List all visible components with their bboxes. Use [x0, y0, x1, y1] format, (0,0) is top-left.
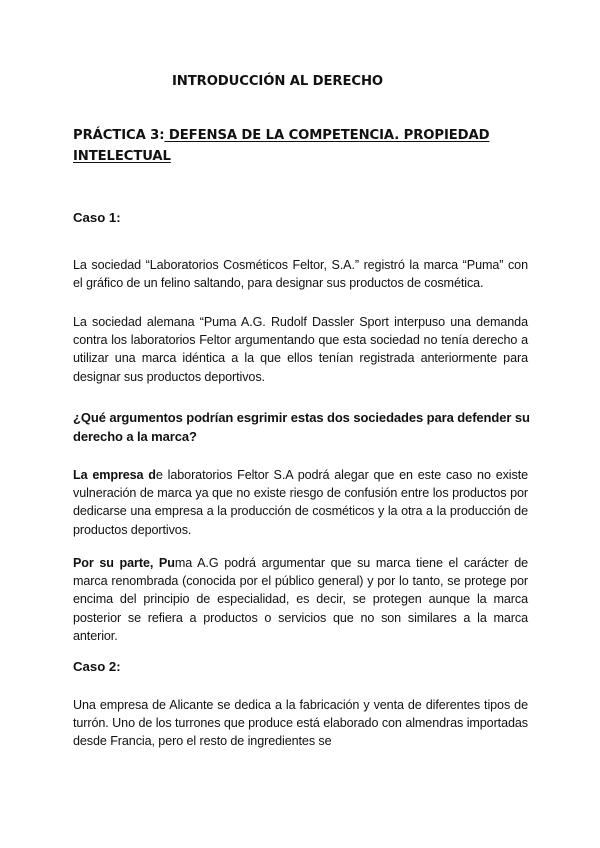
practice-topic-line2: INTELECTUAL — [73, 149, 171, 164]
case1-answer1 — [73, 466, 528, 539]
case1-paragraph2: La sociedad alemana “Puma A.G. Rudolf Dassler Sport interpuso una demanda contra los laboratorios Feltor argumentando que esta sociedad no tenía derecho a utilizar una marca idéntica a la que ellos tenían registrada anteriormente para designar sus productos deportivos. — [73, 315, 528, 384]
case1-answer2-bold: Por su parte, Pu — [73, 556, 175, 570]
case1-paragraph1: La sociedad “Laboratorios Cosméticos Feltor, S.A.” registró la marca “Puma” con el gráfico de un felino saltando, para designar sus productos de cosmética. — [73, 258, 528, 291]
case2-heading: Caso 2: — [73, 659, 121, 674]
case1-heading: Caso 1: — [73, 210, 121, 225]
case1-answer2-text: ma A.G podrá argumentar que su marca tiene el carácter de marca renombrada (conocida por el público general) y por lo tanto, se protege por encima del principio de especialidad, es decir, se protegen aunque la marca posterior se refiera a productos o servicios que no son similares a la marca anterior. — [73, 556, 529, 643]
case1-answer2 — [73, 554, 528, 645]
practice-title — [73, 125, 528, 167]
case1-answer1-text: e laboratorios Feltor S.A podrá alegar que en este caso no existe vulneración de marca ya que no existe riesgo de confusión entre los productos por dedicarse una empresa a la producción de cosméticos y la otra a la producción de productos deportivos. — [73, 468, 528, 537]
case1-question: ¿Qué argumentos podrían esgrimir estas dos sociedades para defender su derecho a la marca? — [73, 410, 530, 444]
practice-label: PRÁCTICA 3: — [73, 128, 165, 143]
practice-topic-line1: DEFENSA DE LA COMPETENCIA. PROPIEDAD — [164, 128, 490, 143]
case2-paragraph1: Una empresa de Alicante se dedica a la fabricación y venta de diferentes tipos de turrón. Uno de los turrones que produce está elaborado con almendras importadas desde Francia, pero el resto de ingredientes se — [73, 698, 528, 749]
case1-answer1-bold: La empresa d — [73, 468, 156, 482]
document-title: INTRODUCCIÓN AL DERECHO — [172, 74, 384, 89]
